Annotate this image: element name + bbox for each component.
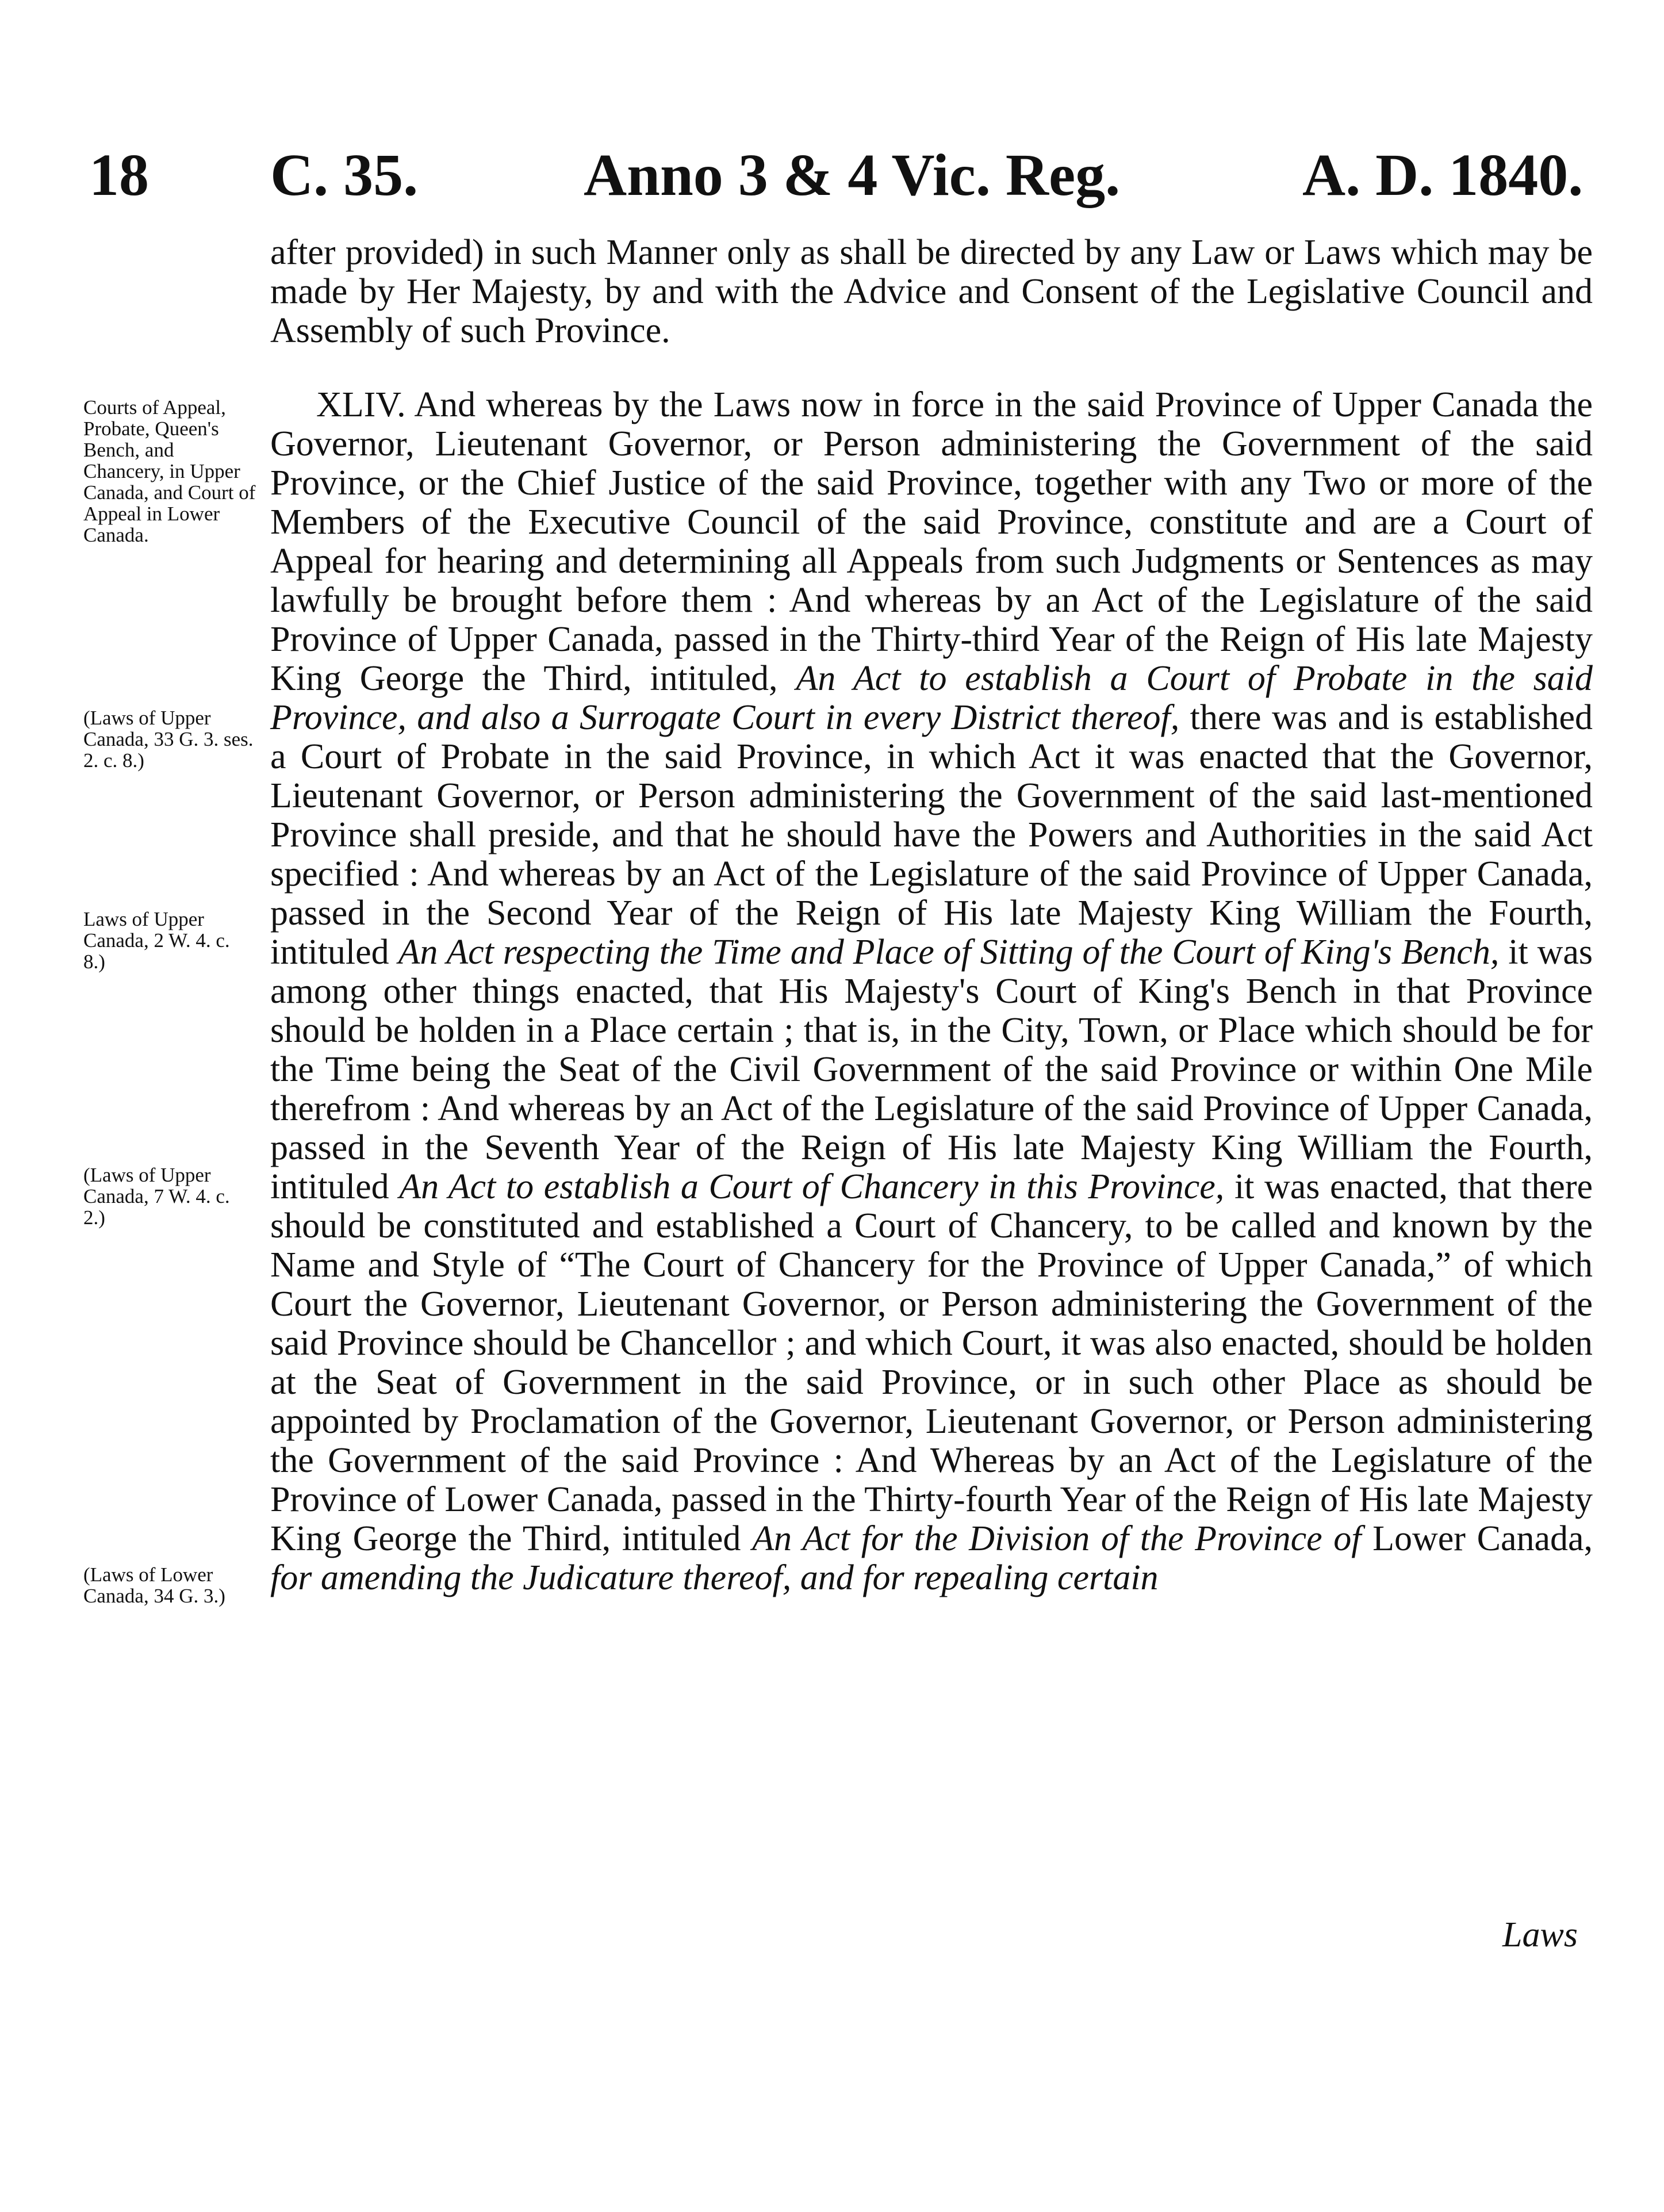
- act-title-kings-bench: An Act respecting the Time and Place of Sitting of the Court of King's Bench,: [398, 933, 1500, 972]
- marginal-note-kings-bench-act: Laws of Upper Canada, 2 W. 4. c. 8.): [83, 908, 230, 973]
- section-xliv: [270, 385, 1593, 1597]
- catchword: Laws: [1502, 1915, 1578, 1954]
- marginal-note-courts: Courts of Appeal, Probate, Queen's Bench, and Chancery, in Upper Canada, and Court of Appeal in Lower Canada.: [83, 396, 256, 546]
- regnal-year: Anno 3 & 4 Vic. Reg.: [584, 142, 1121, 208]
- marginal-note-chancery-act: (Laws of Upper Canada, 7 W. 4. c. 2.): [83, 1164, 230, 1229]
- marginal-note-lower-canada-act: (Laws of Lower Canada, 34 G. 3.): [83, 1563, 225, 1607]
- chapter-number: C. 35.: [270, 142, 419, 208]
- section-text-1: And whereas by the Laws now in force in the said Province of Upper Canada the Governor, Lieutenant Governor, or Person administering the Government of the said Province, or the Chief Justice of the said Province, together with any Two or more of the Members of the Executive Council of the said Province, constitute and are a Court of Appeal for hearing and determining all Appeals from such Judgments or Sentences as may lawfully be brought before them : And whereas by an Act of the Legislature of the said Province of Upper Canada, passed in the Thirty-third Year of the Reign of His late Majesty King George the Third, intituled,: [270, 385, 1593, 698]
- section-paragraph: [270, 385, 1593, 1597]
- year-of-lord: A. D. 1840.: [1302, 142, 1584, 208]
- act-title-probate: An Act to establish a Court of Probate in the said Province, and also a Surrogate Court in every District thereof,: [270, 659, 1593, 737]
- page-header: [0, 138, 1664, 213]
- page-number: 18: [89, 142, 149, 208]
- act-title-judicature: for amending the Judicature thereof, and for repealing certain: [270, 1558, 1159, 1597]
- section-number: XLIV.: [316, 385, 406, 424]
- marginal-note-probate-act: (Laws of Upper Canada, 33 G. 3. ses. 2. c. 8.): [83, 707, 254, 772]
- continuation-paragraph: [270, 233, 1593, 350]
- continuation-text: after provided) in such Manner only as shall be directed by any Law or Laws which may be made by Her Majesty, by and with the Advice and Consent of the Legislative Council and Assembly of such Province.: [270, 233, 1593, 350]
- section-text-3: it was among other things enacted, that His Majesty's Court of King's Bench in that Province should be holden in a Place certain ; that is, in the City, Town, or Place which should be for the Time being the Seat of the Civil Government of the said Province or within One Mile therefrom : And whereas by an Act of the Legislature of the said Province of Upper Canada, passed in the Seventh Year of the Reign of His late Majesty King William the Fourth, intituled: [270, 933, 1593, 1206]
- section-text-4: it was enacted, that there should be constituted and established a Court of Chancery, to be called and known by the Name and Style of “The Court of Chancery for the Province of Upper Canada,” of which Court the Governor, Lieutenant Governor, or Person administering the Government of the said Province should be Chancellor ; and which Court, it was also enacted, should be holden at the Seat of Government in the said Province, or in such other Place as should be appointed by Proclamation of the Governor, Lieutenant Governor, or Person administering the Government of the said Province : And Whereas by an Act of the Legislature of the Province of Lower Canada, passed in the Thirty-fourth Year of the Reign of His late Majesty King George the Third, intituled: [270, 1167, 1593, 1558]
- section-text-2: there was and is established a Court of Probate in the said Province, in which Act it was enacted that the Governor, Lieutenant Governor, or Person administering the Government of the said last-mentioned Province shall preside, and that he should have the Powers and Authorities in the said Act specified : And whereas by an Act of the Legislature of the said Province of Upper Canada, passed in the Second Year of the Reign of His late Majesty King William the Fourth, intituled: [270, 698, 1593, 972]
- act-title-chancery: An Act to establish a Court of Chancery in this Province,: [399, 1167, 1225, 1206]
- act-title-division: An Act for the Division of the Province of: [752, 1519, 1362, 1558]
- section-text-5: Lower Canada,: [1372, 1519, 1593, 1558]
